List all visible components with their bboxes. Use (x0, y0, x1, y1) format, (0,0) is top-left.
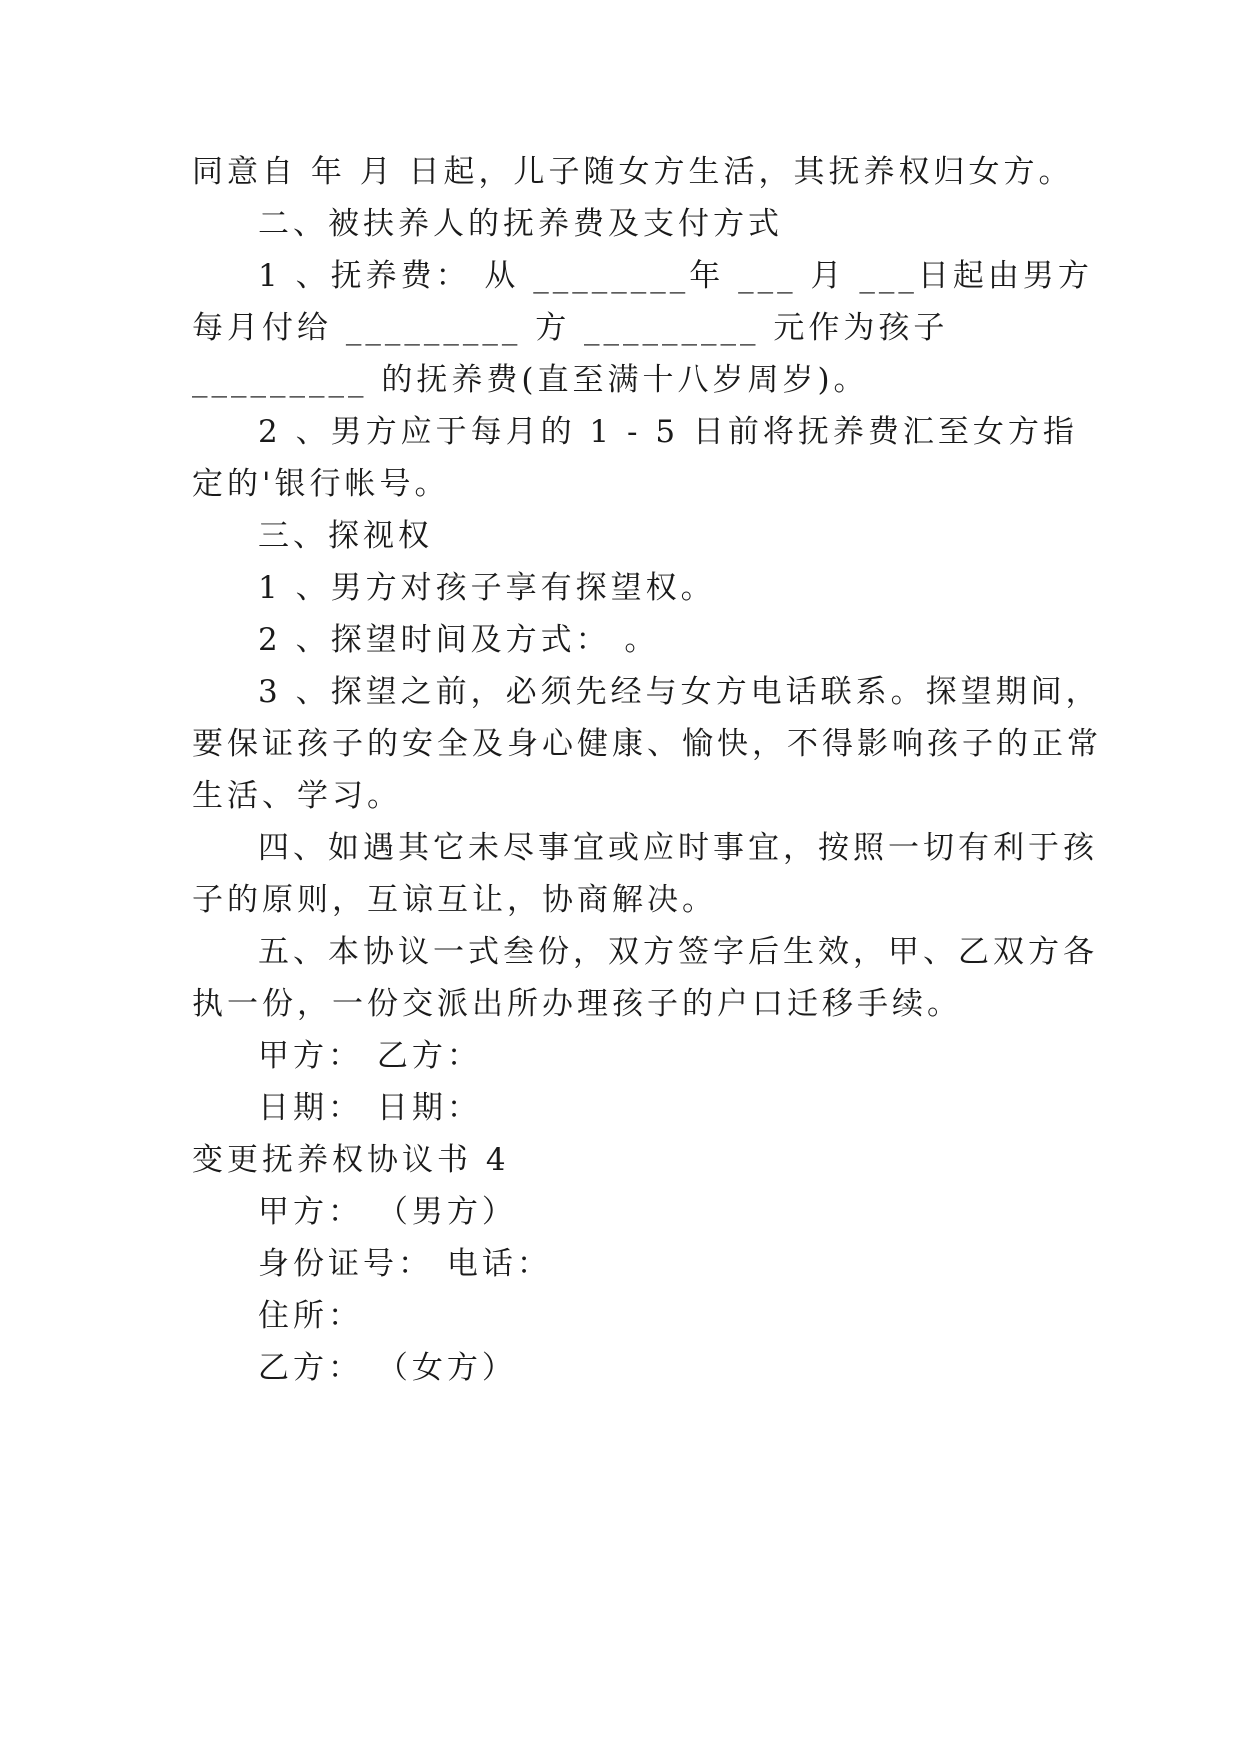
party-a-line: 甲方： （男方） (258, 1194, 517, 1230)
text-line-5: _________ 的抚养费(直至满十八岁周岁)。 (192, 362, 869, 398)
text-line-15: 子的原则，互谅互让，协商解决。 (192, 882, 717, 918)
section-heading-5: 五、本协议一式叁份，双方签字后生效，甲、乙双方各 (258, 934, 1098, 970)
section-heading-4: 四、如遇其它未尽事宜或应时事宜，按照一切有利于孩 (258, 830, 1098, 866)
signature-date-line: 日期： 日期： (258, 1090, 482, 1126)
text-line-6: 2 、男方应于每月的 1 - 5 日前将抚养费汇至女方指 (258, 414, 1078, 450)
text-line-17: 执一份，一份交派出所办理孩子的户口迁移手续。 (192, 986, 962, 1022)
section-heading-2: 二、被扶养人的抚养费及支付方式 (258, 206, 783, 242)
id-phone-line: 身份证号： 电话： (258, 1246, 552, 1282)
text-line-13: 生活、学习。 (192, 778, 402, 814)
section-heading-3: 三、探视权 (258, 518, 433, 554)
text-line-11: 3 、探望之前，必须先经与女方电话联系。探望期间， (258, 674, 1101, 710)
party-b-line: 乙方： （女方） (258, 1350, 517, 1386)
text-line-1: 同意自 年 月 日起，儿子随女方生活，其抚养权归女方。 (192, 154, 1074, 190)
text-line-12: 要保证孩子的安全及身心健康、愉快，不得影响孩子的正常 (192, 726, 1102, 762)
text-line-9: 1 、男方对孩子享有探望权。 (258, 570, 716, 606)
text-line-10: 2 、探望时间及方式： 。 (258, 622, 660, 658)
text-line-4: 每月付给 _________ 方 _________ 元作为孩子 (192, 310, 949, 346)
text-line-3: 1 、抚养费： 从 ________年 ___ 月 ___日起由男方 (258, 258, 1093, 294)
address-line: 住所： (258, 1298, 363, 1334)
signature-party-line: 甲方： 乙方： (258, 1038, 482, 1074)
text-line-7: 定的'银行帐号。 (192, 466, 450, 502)
agreement-title: 变更抚养权协议书 4 (192, 1142, 510, 1178)
